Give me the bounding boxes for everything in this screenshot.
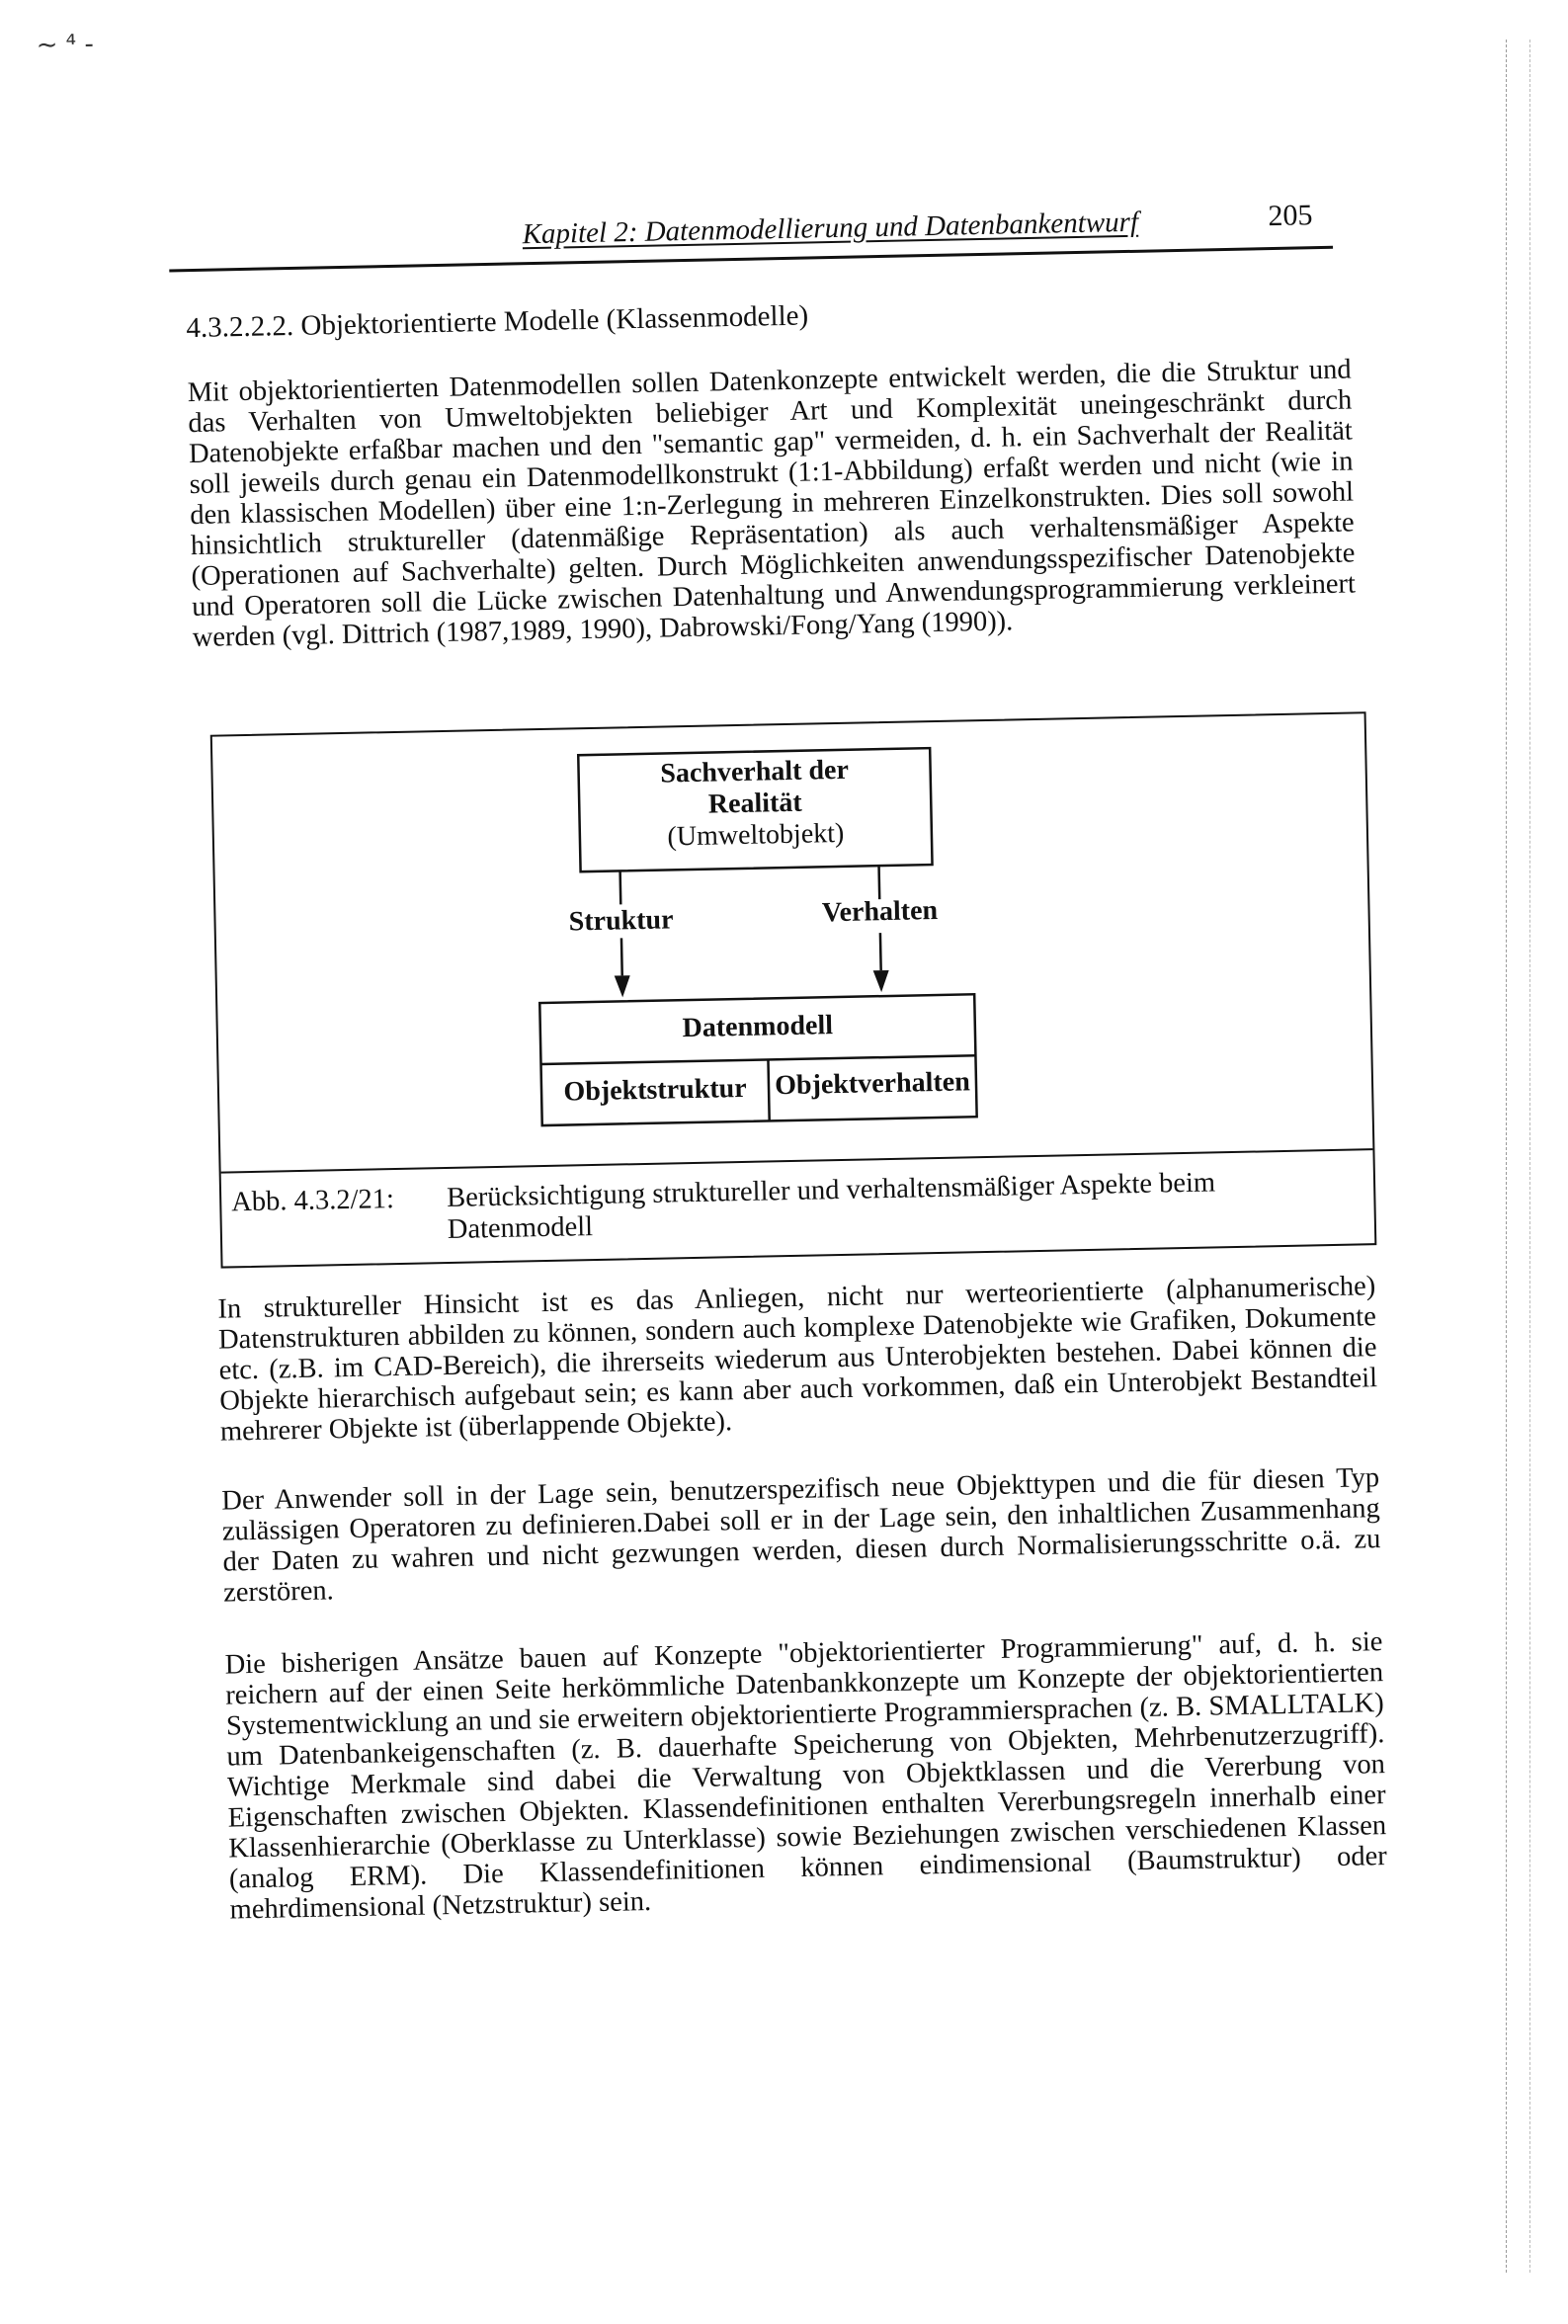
structure-label: Struktur (568, 904, 674, 938)
running-header (168, 199, 1333, 273)
paragraph-approaches: Die bisherigen Ansätze bauen auf Konzepte "objektorientierter Programmierung" auf, d. h. sie reichern auf der einen Seite herkömmliche Datenbankkonzepte um Konzepte der objektorientierten Systementwicklung an und sie erweitern objektorientierte Programmiersprachen (z. B. SMALLTALK) um Datenbankeigenschaften (z. B. dauerhafte Speicherung von Objekten, Mehrbenutzerzugriff). Wichtige Merkmale sind dabei die Verwaltung von Objektklassen und die Vererbung von Eigenschaften zwischen Objekten. Klassendefinitionen enthalten Vererbungsregeln innerhalb einer Klassenhierarchie (Oberklasse zu Unterklasse) sowie Beziehungen zwischen verschiedenen Klassen (analog ERM). Die Klassendefinitionen können eindimensional (Baumstruktur) oder mehrdimensional (Netzstruktur) sein. (224, 1626, 1388, 1926)
caption-line-1: Berücksichtigung struktureller und verhaltensmäßiger Aspekte beim (446, 1167, 1216, 1213)
paragraph-user: Der Anwender soll in der Lage sein, benutzerspezifisch neue Objekttypen und die für diesen Typ zulässigen Operatoren zu definieren.Dabei soll er in der Lage sein, den inhaltlichen Zusammenhang der Daten zu wahren und nicht gezwungen werden, diesen durch Normalisierungsschritte o.ä. zu zerstören. (221, 1462, 1381, 1609)
structure-arrow-bottom (621, 938, 622, 975)
binding-edge-line (1506, 40, 1507, 2273)
behavior-arrow-top (879, 866, 880, 899)
scan-artifact: ~ ⁴ - (36, 29, 95, 61)
paragraph-intro: Mit objektorientierten Datenmodellen sollen Datenkonzepte entwickelt werden, die die Struktur und das Verhalten von Umweltobjekten beliebiger Art und Komplexität uneingeschränkt durch Datenobjekte erfaßbar machen und den "semantic gap" vermeiden, d. h. ein Sachverhalt der Realität soll jeweils durch genau ein Datenmodellkonstrukt (1:1-Abbildung) erfaßt werden und nicht (wie in den klassischen Modellen) über eine 1:n-Zerlegung in mehreren Einzelkonstrukten. Dies soll sowohl hinsichtlich struktureller (datenmäßige Repräsentation) als auch verhaltensmäßiger Aspekte (Operationen auf Sachverhalte) gelten. Durch Möglichkeiten anwendungsspezifischer Datenobjekte und Operatoren soll die Lücke zwischen Datenhaltung und Anwendungsprogrammierung verkleinert werden (vgl. Dittrich (1987,1989, 1990), Dabrowski/Fong/Yang (1990)). (187, 354, 1357, 654)
paragraph-structural: In struktureller Hinsicht ist es das Anliegen, nicht nur werteorientierte (alphanumerische) Datenstrukturen abbilden zu können, sondern auch komplexe Datenobjekte wie Grafiken, Dokumente etc. (z.B. im CAD-Bereich), die ihrerseits wiederum aus Unterobjekten bestehen. Dabei können die Objekte hierarchisch aufgebaut sein; es kann aber auch vorkommen, daß ein Unterobjekt Bestandteil mehrerer Objekte ist (überlappende Objekte). (217, 1271, 1378, 1448)
caption-line-2: Datenmodell (447, 1211, 594, 1245)
behavior-arrow-bottom (880, 933, 881, 970)
reality-line-1: Sachverhalt der (660, 754, 850, 789)
behavior-label: Verhalten (821, 894, 939, 929)
reality-line-3: (Umweltobjekt) (667, 817, 845, 853)
caption-label: Abb. 4.3.2/21: (230, 1184, 395, 1218)
datamodel-divider (541, 1055, 976, 1064)
object-structure-cell: Objektstruktur (563, 1072, 747, 1108)
header-title: Kapitel 2: Datenmodellierung und Datenbankentwurf (522, 206, 1139, 251)
behavior-arrowhead (873, 970, 889, 992)
object-behavior-cell: Objektverhalten (774, 1066, 971, 1102)
structure-arrowhead (615, 975, 630, 997)
page-number: 205 (1268, 199, 1313, 233)
binding-edge-line-2 (1529, 40, 1530, 2273)
reality-line-2: Realität (707, 787, 802, 820)
structure-arrow-top (620, 871, 621, 904)
section-heading: 4.3.2.2.2. Objektorientierte Modelle (Klassenmodelle) (186, 299, 809, 345)
datamodel-title: Datenmodell (682, 1010, 834, 1044)
figure-4-3-2-21 (210, 711, 1377, 1268)
